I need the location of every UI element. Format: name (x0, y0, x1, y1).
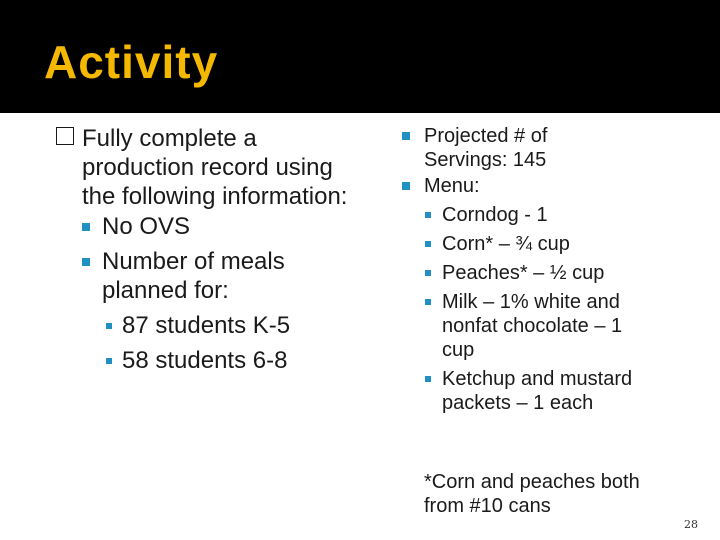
bullet-menu-text: Menu: (424, 175, 480, 197)
right-column (400, 124, 700, 415)
main-bullet (56, 124, 356, 211)
slide-title: Activity (44, 36, 219, 88)
menu-item (400, 203, 700, 227)
small-square-bullet-icon (425, 376, 431, 382)
menu-item-text: Peaches* – ½ cup (442, 262, 605, 284)
bullet-students-68-text: 58 students 6-8 (122, 347, 288, 374)
menu-item-text: Corn* – ¾ cup (442, 233, 570, 255)
square-bullet-icon (402, 132, 410, 140)
bullet-projected-servings-text: Projected # of Servings: 145 (424, 125, 548, 171)
menu-item (400, 290, 642, 362)
menu-item-text: Ketchup and mustard packets – 1 each (442, 368, 633, 414)
small-square-bullet-icon (106, 323, 112, 329)
menu-item (400, 367, 642, 415)
footnote: *Corn and peaches both from #10 cans (424, 471, 640, 517)
menu-item (400, 261, 700, 285)
bullet-no-ovs-text: No OVS (102, 213, 191, 240)
bullet-no-ovs (56, 212, 356, 241)
menu-item (400, 232, 700, 256)
small-square-bullet-icon (106, 358, 112, 364)
bullet-meals-planned-text: Number of meals planned for: (102, 248, 285, 304)
bullet-meals-planned (56, 247, 356, 305)
bullet-projected-servings (400, 124, 604, 172)
left-column (56, 124, 356, 375)
bullet-menu (400, 174, 700, 198)
small-square-bullet-icon (425, 241, 431, 247)
page-number: 28 (684, 518, 698, 531)
bullet-students-k5-text: 87 students K-5 (122, 312, 291, 339)
small-square-bullet-icon (425, 270, 431, 276)
square-bullet-icon (82, 223, 90, 231)
square-bullet-icon (82, 258, 90, 266)
bullet-students-k5 (56, 311, 356, 340)
checkbox-bullet-icon (56, 127, 74, 145)
square-bullet-icon (402, 182, 410, 190)
main-bullet-text: Fully complete a production record using the following information: (82, 125, 348, 210)
menu-item-text: Milk – 1% white and nonfat chocolate – 1 cup (442, 291, 623, 361)
small-square-bullet-icon (425, 299, 431, 305)
small-square-bullet-icon (425, 212, 431, 218)
menu-item-text: Corndog - 1 (442, 204, 548, 226)
bullet-students-68 (56, 346, 356, 375)
